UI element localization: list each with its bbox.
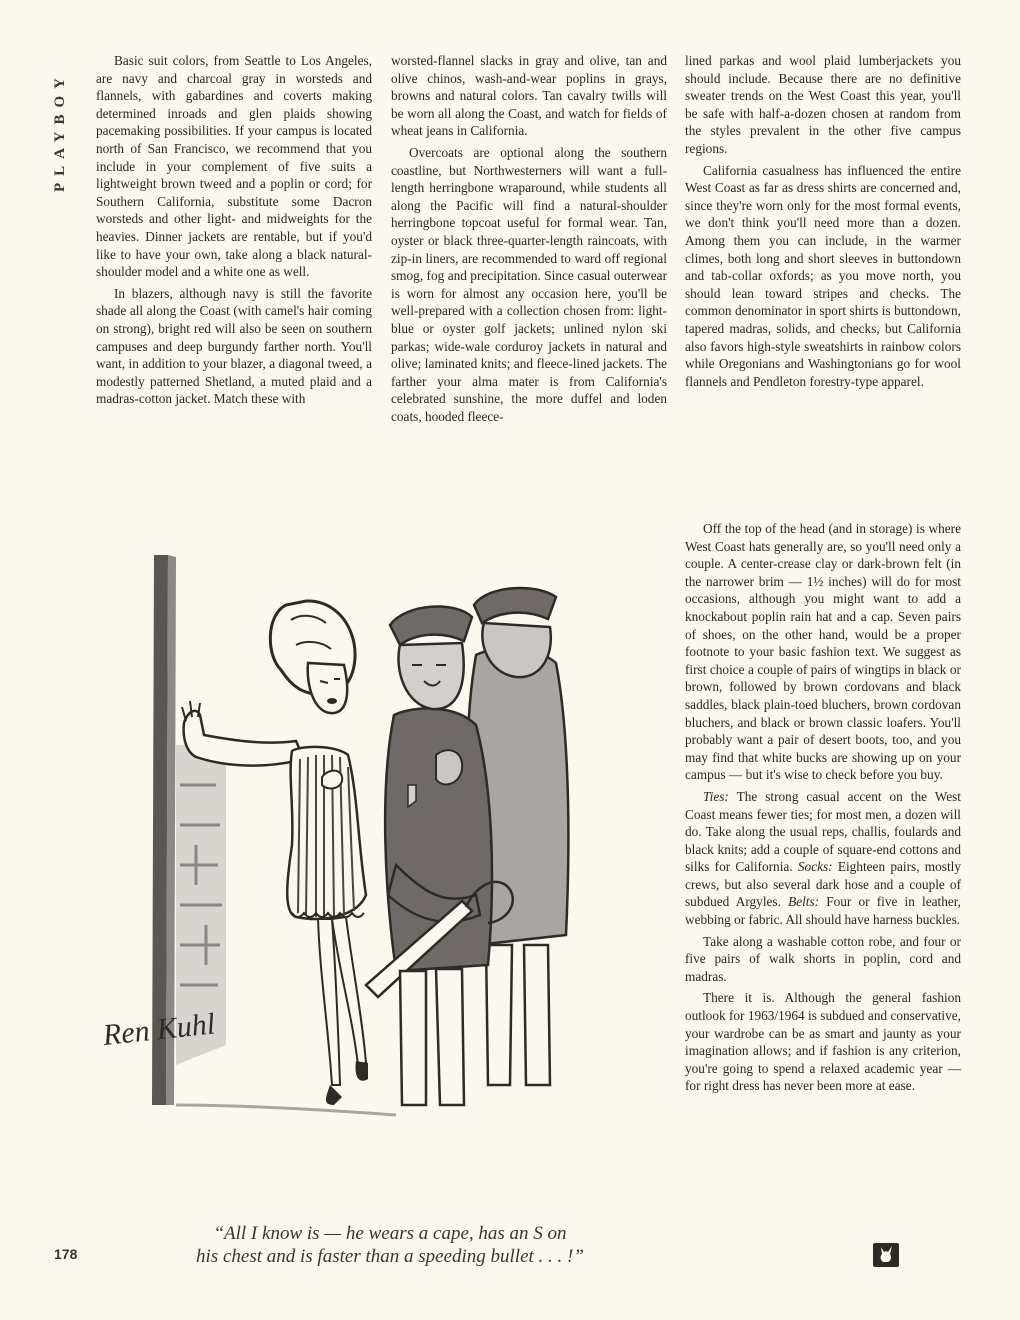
ties-lead: Ties: xyxy=(703,788,729,804)
article-column-1 xyxy=(96,52,372,412)
article-column-3 xyxy=(685,52,961,394)
article-column-3-lower xyxy=(685,520,961,1099)
paragraph: In blazers, although navy is still the favorite shade all along the Coast (with camel's hair coming on strong), bright red will also be seen on southern campuses and deep burgundy farther north. You'll want, in addition to your blazer, a diagonal tweed, a modestly patterned Shetland, a muted plaid and a madras-cotton jacket. Match these with xyxy=(96,285,372,407)
belts-text: Four or five in leather, webbing or fabric. All should have harness buckles. xyxy=(685,894,962,928)
paragraph: Basic suit colors, from Seattle to Los Angeles, are navy and charcoal gray in worsteds and flannels, with gabardines and coverts making determined inroads and glen plaids showing pacemaking possibilities. If your campus is located north of San Francisco, we recommend that you include in your complement of five suits a lightweight brown tweed and a poplin or cord; for Southern California, substitute some Dacron worsteds and other light- and midweights for the heavies. Dinner jackets are rentable, but if you'd like to have your own, take along a black natural-shoulder model and a white one as well. xyxy=(96,53,372,280)
masthead xyxy=(52,42,76,192)
socks-text: Eighteen pairs, mostly crews, but also several dark hose and a couple of subdued Argyles. xyxy=(685,859,961,910)
belts-lead: Belts: xyxy=(788,894,820,910)
cartoon-caption xyxy=(130,1222,650,1268)
paragraph: worsted-flannel slacks in gray and olive, tan and olive chinos, wash-and-wear poplins in grays, browns and natural colors. Tan cavalry twills will be worn all along the Coast, and watch for fields of wheat jeans in California. xyxy=(391,53,667,139)
paragraph: California casualness has influenced the entire West Coast as far as dress shirts are concerned and, since they're worn only for the most formal events, we don't think you'll need more than a dozen. Among them you can include, in the warmer climes, both long and short sleeves in buttondown and tab-collar oxfords; as you move north, you should lean toward stripes and checks. The common denominator in sport shirts is buttondown, tapered madras, solids, and checks, but California also favors high-style sweatshirts in rainbow colors while Oregonians and Washingtonians go for wool flannels and Pendleton forestry-type apparel. xyxy=(685,162,961,389)
rabbit-head-icon xyxy=(872,1242,900,1268)
socks-lead: Socks: xyxy=(797,859,833,875)
paragraph: Overcoats are optional along the southern coastline, but Northwesterners will want a full-length herringbone wraparound, while students all along the Pacific will find a natural-shoulder herringbone topcoat useful for formal wear. Tan, oyster or black three-quarter-length raincoats, with zip-in liners, are recommended to ward off regional smog, fog and precipitation. Since casual outerwear is worn for almost any occasion here, you'll be well-prepared with a collection chosen from: light-blue or oyster golf jackets; unlined nylon ski parkas; wide-wale corduroy jackets in natural and olive; laminated knits; and fleece-lined jackets. The farther your alma mater is from California's celebrated sunshine, the more duffel and loden coats, hooded fleece- xyxy=(391,144,667,424)
cartoon-illustration xyxy=(96,545,578,1215)
page-number: 178 xyxy=(54,1246,78,1262)
paragraph: There it is. Although the general fashion outlook for 1963/1964 is subdued and conservative, your wardrobe can be as smart and jaunty as your imagination allows; and if fashion is any criterion, you're going to spend a relaxed academic year — for right dress has never been more at ease. xyxy=(685,990,961,1094)
artist-signature: Ren Kuhl xyxy=(101,1007,217,1052)
paragraph xyxy=(685,788,961,929)
paragraph: lined parkas and wool plaid lumberjackets you should include. Because there are no definitive sweater trends on the West Coast this year, you'll be safe with half-a-dozen chosen at random from the styles prevalent in the other five campus regions. xyxy=(685,53,961,156)
caption-line-1: “All I know is — he wears a cape, has an S on xyxy=(213,1223,567,1244)
ties-text: The strong casual accent on the West Coast means fewer ties; for most men, a dozen will do. Take along the usual reps, challis, foulards and black knits; add a couple of square-end cottons and silks for California. xyxy=(685,788,961,875)
paragraph: Take along a washable cotton robe, and four or five pairs of walk shorts in poplin, cord and madras. xyxy=(685,933,961,984)
masthead-text: PLAYBOY xyxy=(52,71,68,192)
policemen-figures xyxy=(366,588,568,1105)
article-column-2 xyxy=(391,52,667,429)
paragraph: Off the top of the head (and in storage) is where West Coast hats generally are, so you'll need only a couple. A center-crease clay or dark-brown felt (in the narrower brim — 1½ inches) will do for most occasions, although you might want to add a knockabout poplin rain hat and a cap. Seven pairs of shoes, on the other hand, would be a proper footnote to your basic fashion text. We suggest as first choice a couple of pairs of wingtips in black or brown, followed by brown cordovans and black saddles, black plain-toed bluchers, brown cordovan bluchers, and black or brown classic loafers. You'll probably want a pair of desert boots, too, and you may find that white bucks are showing up on your campus — but it's wise to check before you buy. xyxy=(685,521,961,783)
caption-line-2: his chest and is faster than a speeding bullet . . . !” xyxy=(196,1246,584,1267)
